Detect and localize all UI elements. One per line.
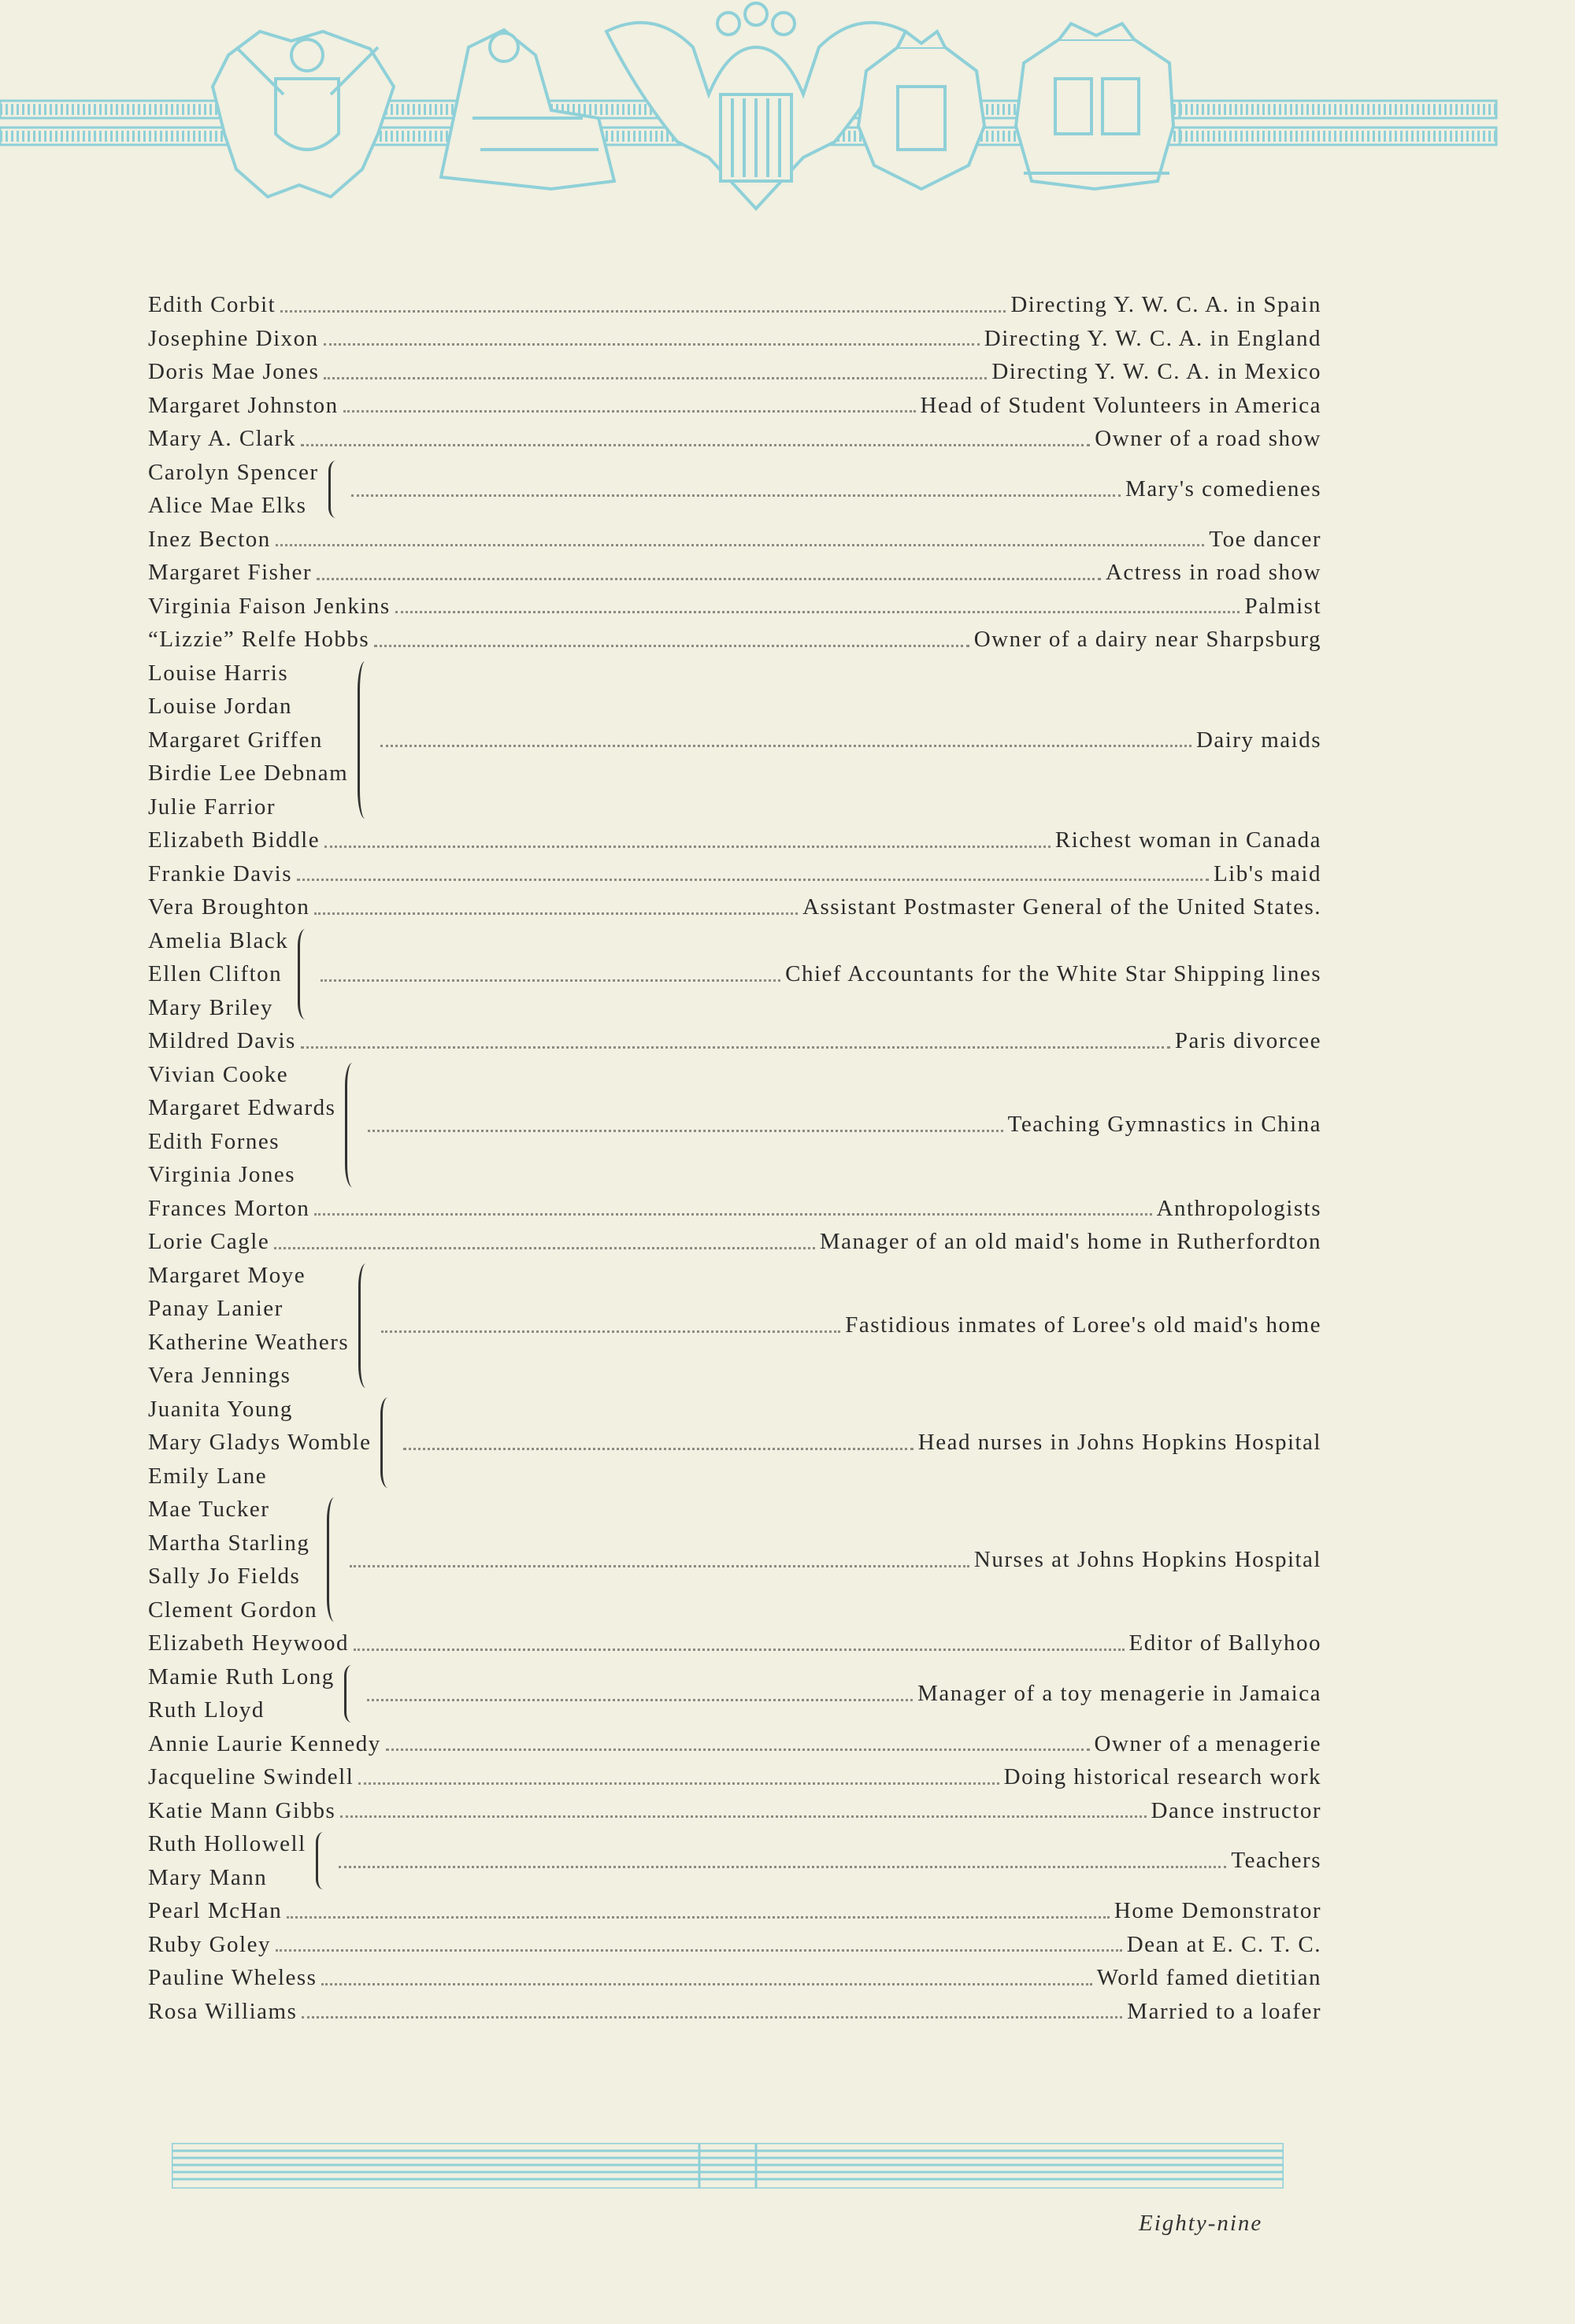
person-name: Margaret Griffen xyxy=(148,727,323,753)
dot-leader xyxy=(395,611,1240,613)
right-rule xyxy=(1180,101,1496,145)
role-description: World famed dietitian xyxy=(1096,1965,1321,1990)
person-name: Panay Lanier xyxy=(148,1296,284,1321)
person-name: Virginia Faison Jenkins xyxy=(148,593,391,619)
role-description: Toe dancer xyxy=(1209,526,1321,552)
roster-entry xyxy=(148,1192,1321,1226)
roster-entry-group xyxy=(148,1393,1321,1493)
role-description: Head nurses in Johns Hopkins Hospital xyxy=(917,1430,1321,1455)
person-name: Ruby Goley xyxy=(148,1931,271,1957)
dot-leader xyxy=(317,578,1101,580)
dot-leader xyxy=(381,1330,840,1333)
roster-entry xyxy=(148,890,1321,924)
group-brace xyxy=(298,929,313,1020)
group-brace xyxy=(328,461,343,518)
person-name: Mildred Davis xyxy=(148,1028,296,1053)
roster-entry xyxy=(148,1760,1321,1794)
person-name: Mary Briley xyxy=(148,994,274,1020)
person-name: Julie Farrior xyxy=(148,794,276,820)
person-name: Frankie Davis xyxy=(148,860,292,886)
group-brace xyxy=(316,1832,331,1889)
roster-entry xyxy=(148,1894,1321,1928)
person-name: Amelia Black xyxy=(148,927,289,953)
person-name: Vivian Cooke xyxy=(148,1061,289,1087)
person-name: Ruth Lloyd xyxy=(148,1697,265,1723)
role-description: Dance instructor xyxy=(1151,1797,1321,1823)
dot-leader xyxy=(314,912,798,915)
person-name: Inez Becton xyxy=(148,526,271,552)
person-name: Vera Jennings xyxy=(148,1363,291,1388)
footer-ornament xyxy=(172,2143,1284,2189)
person-name: Birdie Lee Debnam xyxy=(148,760,349,786)
roster-entry xyxy=(148,1928,1321,1962)
dot-leader xyxy=(287,1916,1110,1919)
person-name: Carolyn Spencer xyxy=(148,459,319,485)
dot-leader xyxy=(358,1782,999,1785)
left-rule xyxy=(0,101,236,145)
person-name: Margaret Fisher xyxy=(148,560,312,585)
role-description: Manager of a toy menagerie in Jamaica xyxy=(917,1680,1321,1706)
dot-leader xyxy=(280,310,1006,313)
roster-entry xyxy=(148,288,1321,322)
person-name: Clement Gordon xyxy=(148,1597,318,1623)
person-name: Pauline Wheless xyxy=(148,1965,317,1990)
person-name: Margaret Moye xyxy=(148,1262,306,1288)
group-brace xyxy=(344,1665,359,1723)
role-description: Owner of a menagerie xyxy=(1094,1730,1321,1756)
group-brace xyxy=(345,1063,360,1187)
roster-entry-group xyxy=(148,924,1321,1025)
dot-leader xyxy=(276,1949,1122,1952)
person-name: Annie Laurie Kennedy xyxy=(148,1730,381,1756)
role-description: Owner of a dairy near Sharpsburg xyxy=(973,627,1321,652)
dot-leader xyxy=(380,745,1191,747)
person-name: Lorie Cagle xyxy=(148,1229,270,1254)
person-name: Mamie Ruth Long xyxy=(148,1663,335,1689)
roster-entry-group xyxy=(148,1660,1321,1727)
roster-entry xyxy=(148,1995,1321,2029)
dot-leader xyxy=(314,1213,1151,1216)
role-description: Dean at E. C. T. C. xyxy=(1126,1931,1321,1957)
roster-entry xyxy=(148,389,1321,423)
role-description: Chief Accountants for the White Star Shipping lines xyxy=(785,961,1321,986)
roster-entry-group xyxy=(148,1259,1321,1393)
person-name: Ellen Clifton xyxy=(148,961,283,986)
role-description: Editor of Ballyhoo xyxy=(1128,1630,1321,1656)
dot-leader xyxy=(324,343,980,346)
roster-entry-group xyxy=(148,1058,1321,1192)
person-name: Mae Tucker xyxy=(148,1497,270,1522)
role-description: Lib's maid xyxy=(1213,860,1321,886)
person-name: Vera Broughton xyxy=(148,894,310,920)
person-name: Mary Gladys Womble xyxy=(148,1430,372,1455)
roster-entry xyxy=(148,422,1321,456)
role-description: Teachers xyxy=(1231,1848,1321,1874)
group-brace xyxy=(327,1497,342,1622)
crowned-arms-icon xyxy=(1016,24,1173,189)
role-description: Mary's comedienes xyxy=(1125,476,1321,501)
person-name: “Lizzie” Relfe Hobbs xyxy=(148,627,370,652)
dot-leader xyxy=(301,1046,1170,1049)
group-brace xyxy=(380,1397,395,1489)
dot-leader xyxy=(374,645,969,647)
roster-list xyxy=(148,288,1321,2028)
person-name: Rosa Williams xyxy=(148,1998,298,2024)
roster-entry xyxy=(148,1727,1321,1761)
person-name: Virginia Jones xyxy=(148,1162,296,1187)
roster-entry-group xyxy=(148,657,1321,824)
dot-leader xyxy=(386,1749,1090,1751)
dot-leader xyxy=(350,1565,969,1567)
role-description: Directing Y. W. C. A. in Mexico xyxy=(991,359,1321,384)
dot-leader xyxy=(276,544,1205,546)
roster-entry xyxy=(148,322,1321,356)
roster-entry-group xyxy=(148,1827,1321,1894)
role-description: Anthropologists xyxy=(1156,1195,1321,1221)
person-name: Katie Mann Gibbs xyxy=(148,1797,336,1823)
roster-entry-group xyxy=(148,1493,1321,1626)
dot-leader xyxy=(321,979,780,982)
role-description: Fastidious inmates of Loree's old maid's home xyxy=(845,1312,1321,1338)
person-name: Edith Corbit xyxy=(148,292,276,317)
dot-leader xyxy=(367,1699,913,1701)
dot-leader xyxy=(340,1815,1146,1818)
role-description: Directing Y. W. C. A. in Spain xyxy=(1010,292,1321,317)
group-brace xyxy=(358,1264,373,1388)
dot-leader xyxy=(274,1247,815,1249)
page-number: Eighty-nine xyxy=(1139,2211,1263,2236)
roster-entry-group xyxy=(148,456,1321,523)
person-name: Elizabeth Heywood xyxy=(148,1630,350,1656)
role-description: Dairy maids xyxy=(1195,727,1321,753)
roster-entry xyxy=(148,823,1321,857)
role-description: Richest woman in Canada xyxy=(1054,827,1321,853)
dot-leader xyxy=(403,1448,913,1450)
person-name: Margaret Johnston xyxy=(148,392,339,418)
roster-entry xyxy=(148,623,1321,657)
person-name: Josephine Dixon xyxy=(148,325,319,351)
roster-entry xyxy=(148,1961,1321,1995)
person-name: Martha Starling xyxy=(148,1530,310,1556)
roster-entry xyxy=(148,1225,1321,1259)
person-name: Edith Fornes xyxy=(148,1128,280,1154)
person-name: Sally Jo Fields xyxy=(148,1564,301,1589)
header-ornament xyxy=(0,0,1575,228)
person-name: Mary A. Clark xyxy=(148,426,296,451)
person-name: Mary Mann xyxy=(148,1864,268,1890)
role-description: Teaching Gymnastics in China xyxy=(1007,1112,1321,1138)
roster-entry xyxy=(148,1794,1321,1828)
group-brace xyxy=(358,661,372,820)
role-description: Directing Y. W. C. A. in England xyxy=(984,325,1321,351)
roster-entry xyxy=(148,857,1321,891)
dot-leader xyxy=(339,1866,1227,1868)
person-name: Elizabeth Biddle xyxy=(148,827,321,853)
role-description: Manager of an old maid's home in Rutherfordton xyxy=(819,1229,1321,1254)
person-name: Pearl McHan xyxy=(148,1898,283,1923)
person-name: Frances Morton xyxy=(148,1195,310,1221)
roster-entry xyxy=(148,523,1321,557)
role-description: Doing historical research work xyxy=(1003,1764,1321,1789)
role-description: Head of Student Volunteers in America xyxy=(920,392,1321,418)
role-description: Home Demonstrator xyxy=(1114,1898,1321,1923)
person-name: Emily Lane xyxy=(148,1463,268,1489)
roster-entry xyxy=(148,1024,1321,1058)
person-name: Margaret Edwards xyxy=(148,1095,336,1120)
dot-leader xyxy=(301,444,1090,446)
dot-leader xyxy=(324,846,1051,848)
roster-entry xyxy=(148,1626,1321,1660)
dot-leader xyxy=(351,494,1121,497)
person-name: Katherine Weathers xyxy=(148,1329,350,1355)
person-name: Louise Harris xyxy=(148,660,289,686)
role-description: Paris divorcee xyxy=(1174,1028,1321,1053)
person-name: Jacqueline Swindell xyxy=(148,1764,354,1789)
dot-leader xyxy=(343,410,916,413)
role-description: Actress in road show xyxy=(1105,560,1321,585)
roster-entry xyxy=(148,355,1321,389)
dot-leader xyxy=(354,1649,1125,1651)
dot-leader xyxy=(324,377,987,379)
coat-of-arms-icon xyxy=(213,31,394,197)
roster-entry xyxy=(148,556,1321,590)
person-name: Juanita Young xyxy=(148,1396,293,1422)
role-description: Nurses at Johns Hopkins Hospital xyxy=(973,1546,1321,1572)
person-name: Louise Jordan xyxy=(148,694,292,719)
person-name: Alice Mae Elks xyxy=(148,493,307,518)
person-name: Doris Mae Jones xyxy=(148,359,320,384)
role-description: Owner of a road show xyxy=(1095,426,1321,451)
role-description: Assistant Postmaster General of the United States. xyxy=(802,894,1321,920)
role-description: Married to a loafer xyxy=(1127,1998,1321,2024)
roster-entry xyxy=(148,590,1321,624)
seated-figure-icon xyxy=(441,30,614,189)
dot-leader xyxy=(302,2016,1122,2019)
dot-leader xyxy=(321,1983,1091,1985)
role-description: Palmist xyxy=(1244,593,1321,619)
person-name: Ruth Hollowell xyxy=(148,1831,306,1856)
dot-leader xyxy=(368,1130,1002,1132)
dot-leader xyxy=(297,879,1209,881)
